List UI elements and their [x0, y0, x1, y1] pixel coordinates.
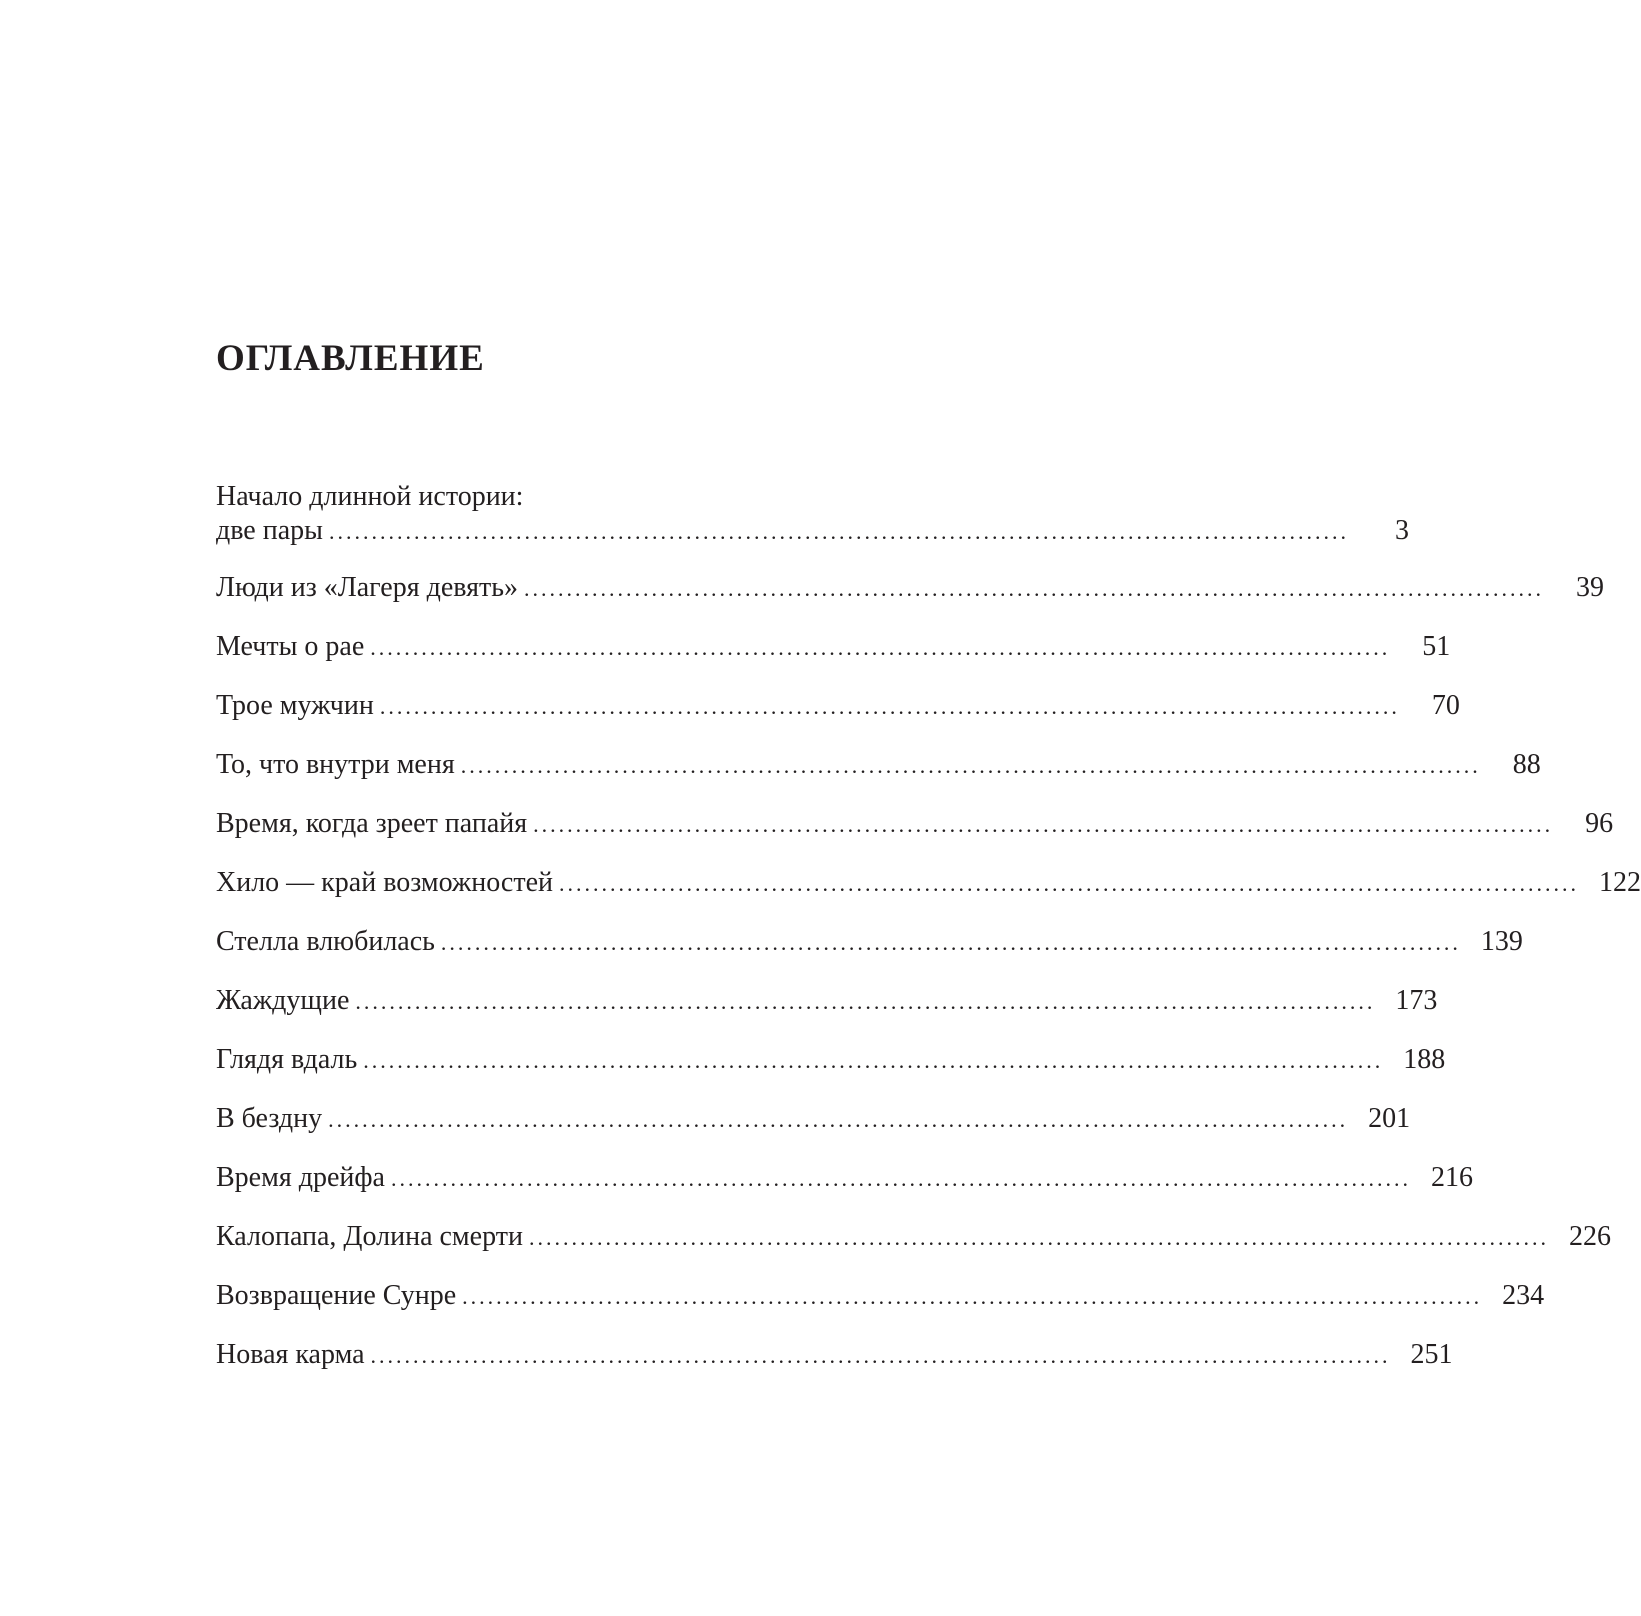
toc-entry-row	[216, 748, 1541, 782]
toc-entry	[216, 984, 1438, 1018]
dot-leader: ........................................................................................................................	[524, 576, 1545, 601]
toc-entry-title: Мечты о рае	[216, 631, 365, 662]
toc-entry-row	[216, 984, 1438, 1018]
toc-page-number: 139	[1480, 926, 1523, 957]
toc-entry	[216, 1279, 1545, 1313]
toc-page-number: 122	[1599, 867, 1641, 898]
toc-page-number: 251	[1410, 1339, 1453, 1370]
toc-entry-title: Калопапа, Долина смерти	[216, 1221, 523, 1252]
toc-entry-row	[216, 571, 1605, 605]
toc-entry-row	[216, 630, 1451, 664]
dot-leader: ........................................................................................................................	[370, 635, 1391, 660]
dot-leader: ........................................................................................................................	[460, 753, 1481, 778]
toc-entry-title: Время, когда зреет папайя	[216, 808, 528, 839]
dot-leader: ........................................................................................................................	[370, 1343, 1391, 1368]
toc-entry	[216, 1043, 1446, 1077]
toc-page-number: 173	[1395, 985, 1438, 1016]
toc-entry-title: Хило — край возможностей	[216, 867, 554, 898]
toc-entry-title: Стелла влюбилась	[216, 926, 435, 957]
toc-page-number: 226	[1568, 1221, 1611, 1252]
toc-page-number: 3	[1394, 515, 1409, 546]
toc-page-number: 70	[1431, 690, 1460, 721]
toc-entry-title-line: Начало длинной истории:	[216, 481, 524, 512]
toc-entry-row	[216, 1043, 1446, 1077]
dot-leader: ........................................................................................................................	[328, 519, 1349, 544]
toc-entry-title: В бездну	[216, 1103, 323, 1134]
toc-entry-title: Люди из «Лагеря девять»	[216, 572, 519, 603]
toc-entry	[216, 1102, 1411, 1136]
toc-page-number: 39	[1576, 572, 1605, 603]
toc-entry-title: Возвращение Сунре	[216, 1280, 457, 1311]
toc-page-number: 88	[1512, 749, 1541, 780]
toc-entry	[216, 1161, 1473, 1195]
toc-entry-title: Трое мужчин	[216, 690, 374, 721]
dot-leader: ........................................................................................................................	[440, 930, 1461, 955]
toc-entry-row	[216, 1161, 1473, 1195]
toc-page-number: 216	[1430, 1162, 1473, 1193]
toc-entry	[216, 925, 1523, 959]
toc-page-number: 96	[1585, 808, 1614, 839]
table-of-contents	[216, 480, 1641, 1397]
toc-entry	[216, 748, 1541, 782]
toc-entry-title: То, что внутри меня	[216, 749, 455, 780]
toc-entry-row	[216, 1102, 1411, 1136]
toc-entry-row	[216, 1279, 1545, 1313]
toc-page-number: 51	[1422, 631, 1451, 662]
toc-entry-row	[216, 925, 1523, 959]
toc-entry-title: Глядя вдаль	[216, 1044, 358, 1075]
dot-leader: ........................................................................................................................	[533, 812, 1554, 837]
toc-entry-title: две пары	[216, 515, 323, 546]
toc-entry-row	[216, 689, 1460, 723]
dot-leader: ........................................................................................................................	[355, 989, 1376, 1014]
toc-page-number: 201	[1368, 1103, 1411, 1134]
dot-leader: ........................................................................................................................	[462, 1284, 1483, 1309]
dot-leader: ........................................................................................................................	[379, 694, 1400, 719]
toc-page-number: 234	[1502, 1280, 1545, 1311]
toc-entry	[216, 630, 1451, 664]
toc-entry-row	[216, 866, 1641, 900]
toc-page-number: 188	[1403, 1044, 1446, 1075]
toc-entry-row	[216, 1338, 1453, 1372]
toc-entry-title: Новая карма	[216, 1339, 365, 1370]
toc-entry	[216, 807, 1614, 841]
toc-entry	[216, 866, 1641, 900]
dot-leader: ........................................................................................................................	[390, 1166, 1411, 1191]
toc-entry	[216, 571, 1605, 605]
toc-entry	[216, 689, 1460, 723]
toc-entry	[216, 1220, 1611, 1254]
dot-leader: ........................................................................................................................	[559, 871, 1580, 896]
toc-entry	[216, 1338, 1453, 1372]
toc-entry-title: Время дрейфа	[216, 1162, 385, 1193]
toc-entry-row	[216, 1220, 1611, 1254]
dot-leader: ........................................................................................................................	[328, 1107, 1349, 1132]
toc-entry	[216, 480, 1409, 548]
toc-entry-row	[216, 514, 1409, 548]
dot-leader: ........................................................................................................................	[363, 1048, 1384, 1073]
toc-entry-title: Жаждущие	[216, 985, 350, 1016]
dot-leader: ........................................................................................................................	[528, 1225, 1549, 1250]
toc-entry-row	[216, 807, 1614, 841]
page-title: ОГЛАВЛЕНИЕ	[216, 338, 485, 379]
